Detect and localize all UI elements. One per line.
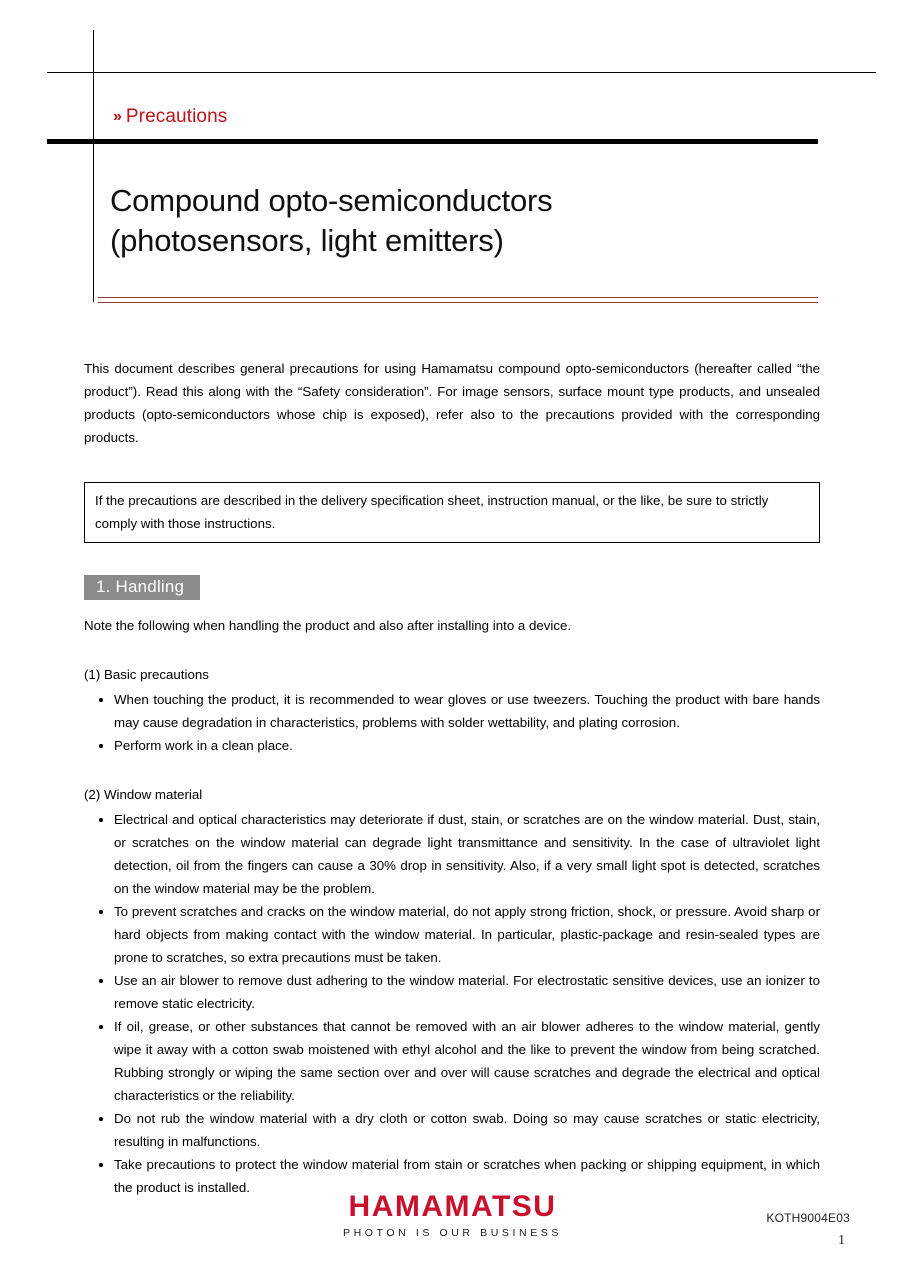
list-item: When touching the product, it is recommended to wear gloves or use tweezers. Touching the product with bare hands may cause degradation in characteristics, problems with solder wettability, and plating corrosion. [97,688,820,734]
bullet-list-basic-precautions [84,688,820,757]
list-item: Use an air blower to remove dust adhering to the window material. For electrostatic sensitive devices, use an ionizer to remove static electricity. [97,969,820,1015]
notice-box [84,482,820,543]
intro-paragraph: This document describes general precautions for using Hamamatsu compound opto-semiconductors (hereafter called “the product”). Read this along with the “Safety consideration”. For image sensors, surface mount type products, and unsealed products (opto-semiconductors whose chip is exposed), refer also to the precautions provided with the corresponding products. [84,361,820,445]
document-code: KOTH9004E03 [766,1211,850,1225]
document-body [84,357,820,1199]
list-item: Electrical and optical characteristics may deteriorate if dust, stain, or scratches are on the window material. Dust, stain, or scratches on the window material can degrade light transmittance and sensitivity. In the case of ultraviolet light detection, oil from the fingers can cause a 30% drop in sensitivity. Also, if a very small light spot is detected, scratches on the window material may be the problem. [97,808,820,900]
list-item: Do not rub the window material with a dry cloth or cotton swab. Doing so may cause scratches or static electricity, resulting in malfunctions. [97,1107,820,1153]
header-thin-rule [47,72,876,73]
notice-text: If the precautions are described in the delivery specification sheet, instruction manual, or the like, be sure to strictly comply with those instructions. [95,493,769,531]
header-vertical-rule [93,30,94,302]
title-underline-rule [98,297,818,303]
page-footer [0,1192,905,1272]
list-item: Take precautions to protect the window material from stain or scratches when packing or shipping equipment, in which the product is installed. [97,1153,820,1199]
precautions-label [113,106,227,128]
header-thick-rule [47,139,818,144]
page-title-line-1: Compound opto-semiconductors [110,183,553,218]
section-lead-text: Note the following when handling the product and also after installing into a device. [84,618,572,633]
list-item: To prevent scratches and cracks on the window material, do not apply strong friction, shock, or pressure. Avoid sharp or hard objects from making contact with the window material. In particular, plastic-package and resin-sealed types are prone to scratches, so extra precautions must be taken. [97,900,820,969]
page-title [110,181,810,260]
logo-tagline: PHOTON IS OUR BUSINESS [342,1227,563,1239]
section-heading-handling: 1. Handling [84,575,200,600]
logo-wordmark: HAMAMATSU [348,1190,557,1223]
list-item: Perform work in a clean place. [97,734,820,757]
subsection-heading-window-material: (2) Window material [84,787,203,802]
page-number: 1 [838,1233,845,1248]
list-item: If oil, grease, or other substances that cannot be removed with an air blower adheres to the window material, gently wipe it away with a cotton swab moistened with ethyl alcohol and the like to prevent the window from being scratched. Rubbing strongly or wiping the same section over and over will cause scratches and degrade the electrical and optical characteristics or the reliability. [97,1015,820,1107]
hamamatsu-logo [343,1192,562,1239]
subsection-heading-basic-precautions: (1) Basic precautions [84,667,209,682]
bullet-list-window-material [84,808,820,1199]
page-title-line-2: (photosensors, light emitters) [110,222,504,258]
precautions-label-text: Precautions [125,106,228,127]
double-chevron-right-icon: » [113,108,120,125]
